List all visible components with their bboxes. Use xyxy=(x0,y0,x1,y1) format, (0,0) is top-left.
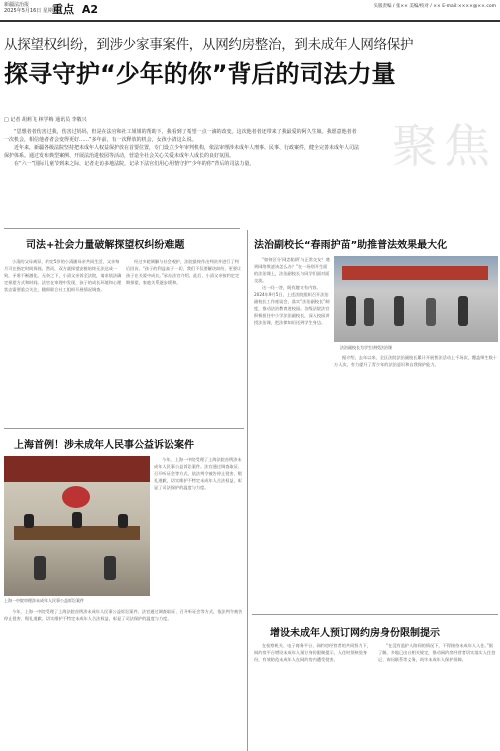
section-2-column-2 xyxy=(334,354,498,424)
paper-name: 新疆法治报 xyxy=(4,2,30,8)
section-2-title: 法治副校长“春雨护苗”助推普法效果最大化 xyxy=(254,240,448,251)
section-4-text: 在检察机关、电子商务平台、网约房经营者的共同努力下，网约房平台增设未成年人预订身份限制提示，入住时须核验身份，有效防范未成年人在网约房内遭受侵害。 xyxy=(254,643,371,662)
photo-caption: 上海一中院审理涉未成年人民事公益诉讼案件 xyxy=(4,598,84,603)
lead-paragraph: 在“六一”国际儿童节到来之际，记者走访多地法院，记录下法官们用心用情守护“少年的你”背后的司法力量。 xyxy=(14,161,255,167)
section-3-text: 今年，上海一中院受理了上海法院首例涉未成年人民事公益诉讼案件。法官通过调查取证、召开听证会等方式，依法判令被告停止侵害、赔礼道歉，切实维护不特定未成年人合法权益，彰显了司法保护的温度与力度。 xyxy=(154,457,242,490)
section-4-column-1 xyxy=(254,642,372,748)
section-3-continued xyxy=(4,608,244,748)
lead-paragraphs xyxy=(4,128,360,168)
section-1-title: 司法+社会力量破解探望权纠纷难题 xyxy=(26,240,185,251)
editor-contact: 头版责编 / 张×× 美编/校对 / ×× E-mail:××××@××.com xyxy=(373,4,496,9)
section-3-text: 今年，上海一中院受理了上海法院首例涉未成年人民事公益诉讼案件。法官通过调查取证、召开听证会等方式，依法判令被告停止侵害、赔礼道歉，切实维护不特定未成年人合法权益，彰显了司法保护的温度与力度。 xyxy=(4,609,243,621)
lead-paragraph: 近年来，新疆各级法院坚持把未成年人权益保护放在首要位置，专门设立少年审判机构，依法审理涉未成年人刑事、民事、行政案件，健全完善未成年人司法保护体系。通过发布典型案例、开展法治进校园等活动，营造全社会关心关爱未成年人成长的良好氛围。 xyxy=(4,145,360,159)
section-1-column-1 xyxy=(4,258,122,418)
watermark-text: 聚焦 xyxy=(392,119,496,173)
divider xyxy=(4,428,244,429)
main-headline: 探寻守护“少年的你”背后的司法力量 xyxy=(4,60,396,88)
section-2-text: 这一问一答，既有趣又有内容。2024年9月5日，上述法院组织召开法治副校长工作座谈会，落实“法治副校长”制度，推动法治教育进校园。各级法院法官积极担任中小学法治副校长，深入校园讲授法治课，把法律知识送到学生身边。 xyxy=(254,285,330,325)
section-2-text: “如何区分‘网恋陷阱’与正常交友？遇到网络欺凌该怎么办？”在一场别开生面的法治课上，法治副校长与同学们面对面交流。 xyxy=(254,257,330,283)
section-name: 重点 xyxy=(52,3,74,16)
column-divider xyxy=(247,230,248,751)
section-3-title: 上海首例！涉未成年人民事公益诉讼案件 xyxy=(14,440,194,451)
section-3-body xyxy=(154,456,244,596)
section-1-text: 经过多轮调解与社会观护，法院最终作出判决并进行了判后回访。“孩子的利益高于一切，我们不仅要解决纠纷，更要让孩子在关爱中成长。”承办法官介绍。此后，小清父亲按约定定期探望，家庭关系逐步缓和。 xyxy=(126,259,242,285)
section-4-text: “在没有监护人陪同的情况下，不得接待未成年人入住。”据了解，多地已出台相关规定，推动网约房经营者切实落实入住登记、询问联系等义务，筑牢未成年人保护屏障。 xyxy=(378,643,496,662)
section-1-text: 小清的父母离异，约定5岁的小清随母亲共同生活，父亲每月可在指定时间探视。然而，双方就探望安排始终无法达成一致，矛盾不断激化。无奈之下，小清父亲诉至法院，请求依法确定探望方式和时间。法官在审理中发现，孩子的成长环境和心理状态需要重点关注，随即联合社工组织开展情况调查。 xyxy=(4,259,122,292)
photo-caption: 法治副校长为学生讲授法治课 xyxy=(340,345,392,350)
paper-masthead xyxy=(4,2,58,14)
section-2-intro xyxy=(254,256,330,416)
issue-date: 2025年5月16日 星期五 xyxy=(4,8,58,14)
school-lecture-photo xyxy=(334,256,498,342)
section-4-title: 增设未成年人预订网约房身份限制提示 xyxy=(270,628,440,639)
divider xyxy=(252,614,498,615)
byline: □ 记者 胡莉飞 林学梅 通讯员 李敬兴 xyxy=(4,117,87,123)
kicker-title: 从探望权纠纷，到涉少家事案件，从网约房整治，到未成年人网络保护 xyxy=(4,37,414,53)
page-number: A2 xyxy=(81,3,99,16)
section-4-column-2 xyxy=(378,642,496,748)
courtroom-photo xyxy=(4,456,150,596)
divider xyxy=(4,228,240,229)
section-1-column-2 xyxy=(126,258,242,418)
lead-paragraph: “思想者者伤害过我，伤害过妈妈，但是在法官和社工姐姐的帮助下，我看到了希望一点一滴的改变。这次他者者还带来了我最爱的阿久生娘。我愿意他者者一次机会，相信他者者会变得更好……”多年前，有一次释放的机会，女孩小清这么说。 xyxy=(4,129,357,143)
section-2-text: 据介绍，去年以来，全区法院法治副校长累计开展普法活动上千场次，覆盖师生数十万人次，有力提升了青少年的法治意识和自我保护能力。 xyxy=(334,355,497,367)
section-label xyxy=(52,1,98,17)
header-rule xyxy=(0,20,500,22)
